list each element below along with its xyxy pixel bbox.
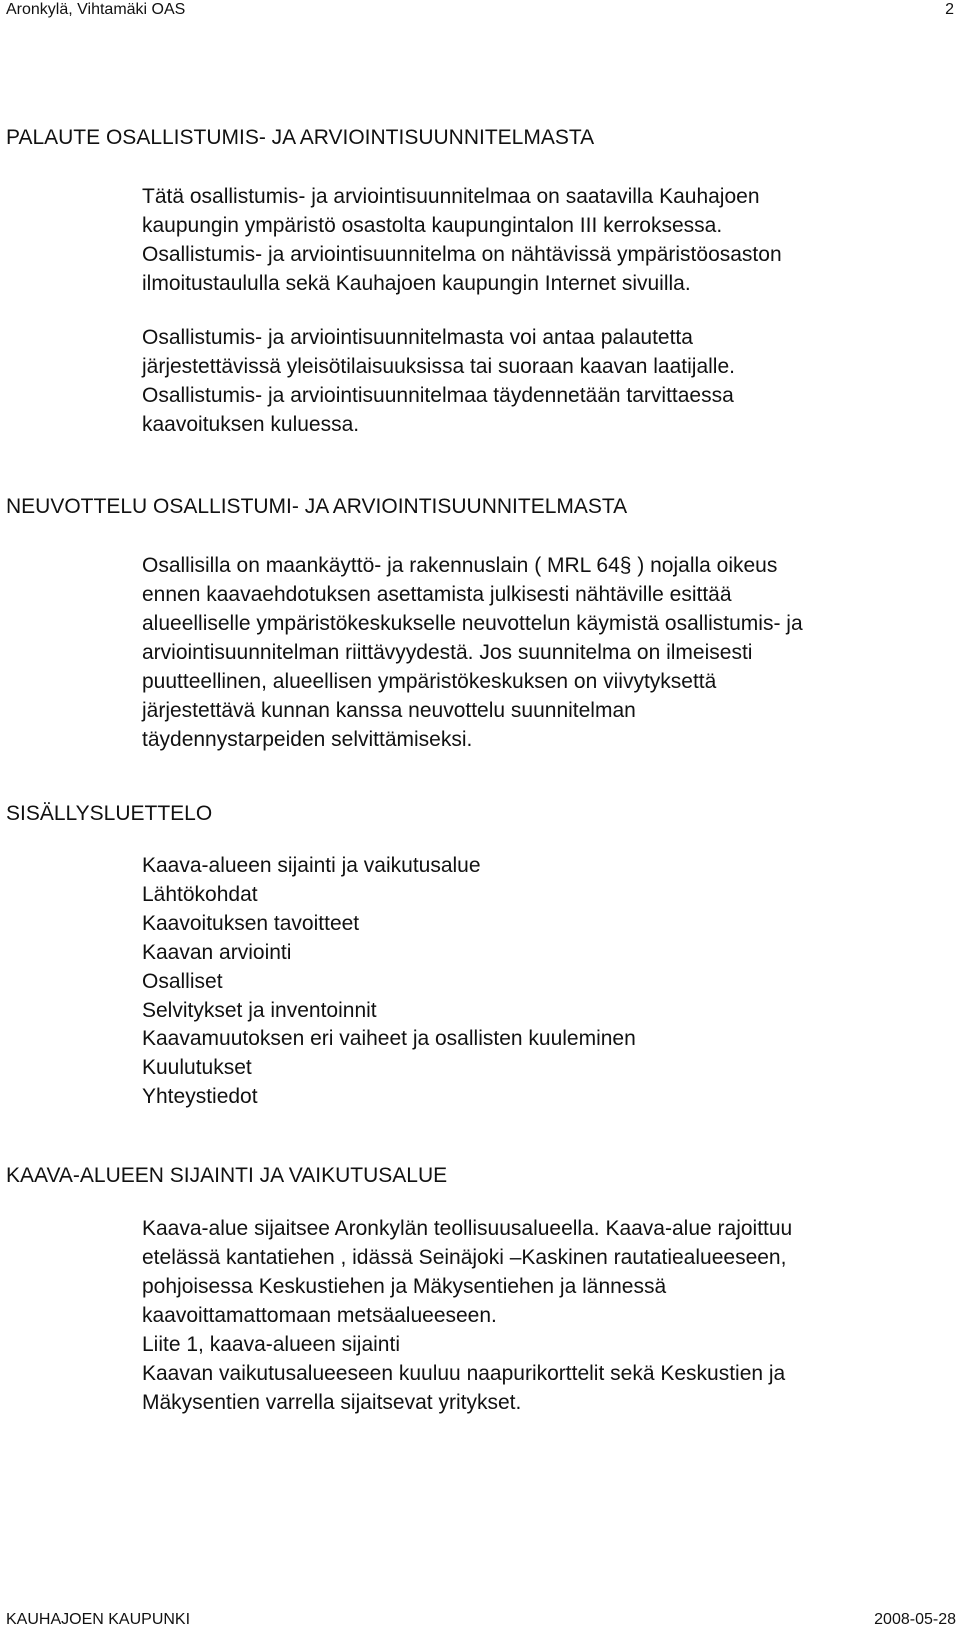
toc-item: Kaavamuutoksen eri vaiheet ja osallisten kuuleminen [142,1027,636,1051]
text-line: järjestettävissä yleisötilaisuuksissa tai suoraan kaavan laatijalle. [142,355,735,378]
text-line: Mäkysentien varrella sijaitsevat yritykset. [142,1391,522,1414]
toc-item: Kaavan arviointi [142,940,292,964]
text-line: kaavoittamattomaan metsäalueeseen. [142,1304,497,1327]
footer-organization: KAUHAJOEN KAUPUNKI [6,1611,191,1628]
footer-date: 2008-05-28 [874,1611,956,1628]
toc-item: Yhteystiedot [142,1085,258,1109]
heading-kaava-alueen-sijainti: KAAVA-ALUEEN SIJAINTI JA VAIKUTUSALUE [6,1164,448,1187]
text-line: ennen kaavaehdotuksen asettamista julkisesti nähtäville esittää [142,583,732,606]
text-line: kaupungin ympäristö osastolta kaupungintalon III kerroksessa. [142,214,723,237]
text-line: ilmoitustaululla sekä Kauhajoen kaupungin Internet sivuilla. [142,272,691,295]
header-page-number: 2 [945,1,954,18]
palaute-paragraph-1 [142,182,942,298]
text-line: arviointisuunnitelman riittävyydestä. Jos suunnitelma on ilmeisesti [142,641,753,664]
text-line: etelässä kantatiehen , idässä Seinäjoki –Kaskinen rautatiealueeseen, [142,1246,787,1269]
heading-palaute: PALAUTE OSALLISTUMIS- JA ARVIOINTISUUNNITELMASTA [6,126,595,149]
toc-item: Kuulutukset [142,1056,252,1080]
toc-item: Kaava-alueen sijainti ja vaikutusalue [142,854,481,877]
sijainti-paragraph [142,1214,942,1417]
toc-item: Kaavoituksen tavoitteet [142,911,360,935]
text-line: Osallistumis- ja arviointisuunnitelmasta voi antaa palautetta [142,326,693,349]
text-line: Kaavan vaikutusalueeseen kuuluu naapurikorttelit sekä Keskustien ja [142,1362,786,1385]
text-line: Kaava-alue sijaitsee Aronkylän teollisuusalueella. Kaava-alue rajoittuu [142,1217,793,1240]
text-line: kaavoituksen kuluessa. [142,413,360,436]
table-of-contents [142,852,636,1112]
text-line: Tätä osallistumis- ja arviointisuunnitelmaa on saatavilla Kauhajoen [142,185,760,208]
text-line: Osallisilla on maankäyttö- ja rakennuslain ( MRL 64§ ) nojalla oikeus [142,554,778,577]
text-line: puutteellinen, alueellisen ympäristökeskuksen on viivytyksettä [142,670,717,693]
toc-item: Osalliset [142,969,223,993]
text-line: alueelliselle ympäristökeskukselle neuvottelun käymistä osallistumis- ja [142,612,803,635]
text-line: täydennystarpeiden selvittämiseksi. [142,728,473,751]
toc-item: Selvitykset ja inventoinnit [142,998,377,1022]
header-document-title: Aronkylä, Vihtamäki OAS [6,1,186,18]
palaute-paragraph-2 [142,323,942,439]
text-line: Osallistumis- ja arviointisuunnitelmaa täydennetään tarvittaessa [142,384,734,407]
text-line: Liite 1, kaava-alueen sijainti [142,1333,400,1356]
heading-neuvottelu: NEUVOTTELU OSALLISTUMI- JA ARVIOINTISUUNNITELMASTA [6,495,628,518]
heading-sisallysluettelo: SISÄLLYSLUETTELO [6,802,213,825]
toc-item: Lähtökohdat [142,882,258,906]
text-line: Osallistumis- ja arviointisuunnitelma on nähtävissä ympäristöosaston [142,243,782,266]
text-line: pohjoisessa Keskustiehen ja Mäkysentiehen ja lännessä [142,1275,667,1298]
text-line: järjestettävä kunnan kanssa neuvottelu suunnitelman [142,699,636,722]
neuvottelu-paragraph [142,551,942,754]
